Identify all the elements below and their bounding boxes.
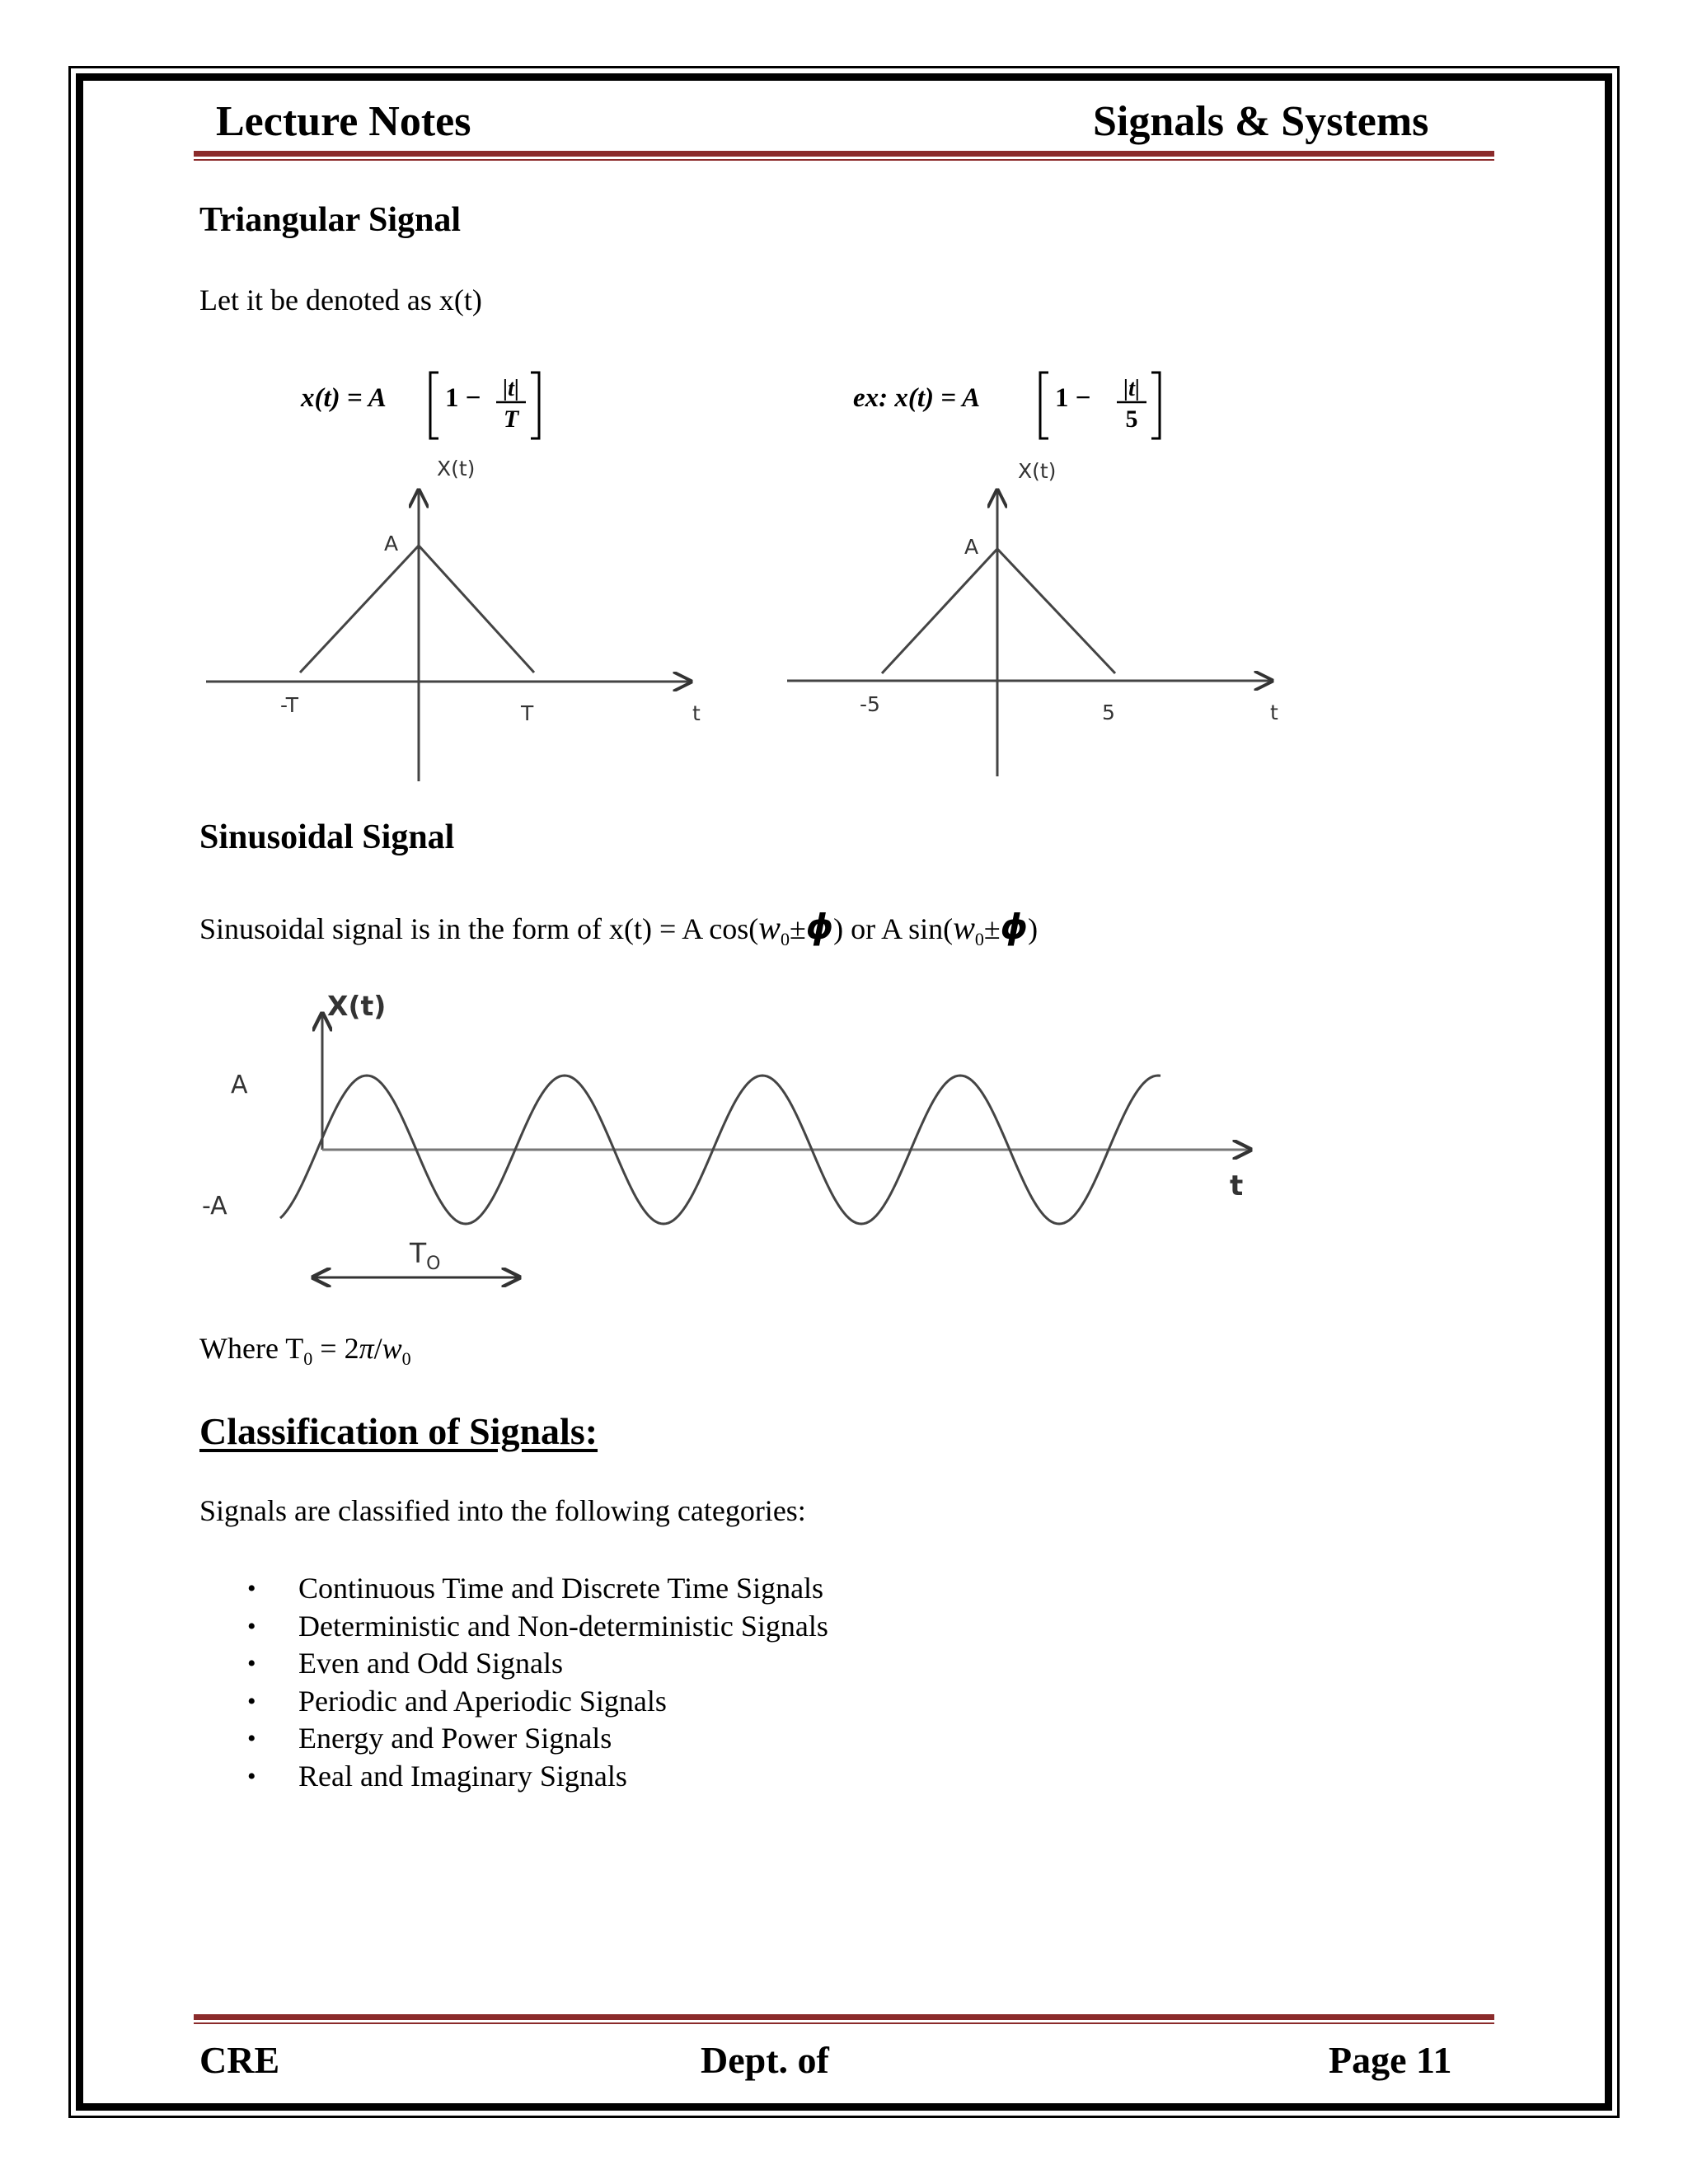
plus-minus: ± xyxy=(789,912,806,945)
footer-right: Page 11 xyxy=(1329,2039,1452,2081)
fig1-pos-tick: T xyxy=(521,701,534,725)
eq2-one: 1 − xyxy=(1055,383,1091,413)
fig1-t-label: t xyxy=(692,701,701,725)
omega-subscript-2: 0 xyxy=(974,929,984,950)
w0-symbol: w xyxy=(382,1332,402,1365)
list-item: • Even and Odd Signals xyxy=(298,1645,828,1683)
list-item: • Periodic and Aperiodic Signals xyxy=(298,1683,828,1721)
pi-symbol: π xyxy=(359,1332,374,1365)
header-rule xyxy=(194,151,1494,161)
omega-subscript: 0 xyxy=(780,929,790,950)
classification-list xyxy=(247,1570,828,1795)
sinusoidal-title: Sinusoidal Signal xyxy=(199,818,455,856)
fig2-peak-label: A xyxy=(964,535,979,559)
classification-title: Classification of Signals: xyxy=(199,1410,598,1452)
eq1-bracket-left xyxy=(430,373,438,438)
sinusoidal-formula xyxy=(199,907,1038,950)
classification-intro: Signals are classified into the following categories: xyxy=(199,1494,806,1527)
eq2-num: |t| xyxy=(1123,376,1141,401)
where-text-a: Where T xyxy=(199,1332,304,1365)
fig1-y-label: X(t) xyxy=(437,457,476,480)
sin-t-label: t xyxy=(1230,1169,1244,1202)
omega-symbol-2: w xyxy=(953,909,975,946)
eq1-bracket-right xyxy=(531,373,539,438)
fig1-neg-tick: -T xyxy=(280,693,298,717)
phi-symbol-2: ϕ xyxy=(1000,907,1029,947)
footer-rule xyxy=(194,2014,1494,2024)
header-right: Signals & Systems xyxy=(1093,98,1429,145)
triangular-title: Triangular Signal xyxy=(199,201,462,239)
sin-y-label: X(t) xyxy=(327,990,387,1022)
eq1-den: T xyxy=(503,405,519,433)
period-formula xyxy=(199,1331,411,1370)
plus-minus-2: ± xyxy=(983,912,1001,945)
sinusoidal-text-b: ) or A sin( xyxy=(833,912,954,945)
period-label: $T_O$ xyxy=(410,1237,441,1274)
fig1-triangle xyxy=(300,546,534,673)
sinusoidal-text-c: ) xyxy=(1028,912,1039,945)
footer-left: CRE xyxy=(199,2039,280,2081)
triangular-figure-2 xyxy=(779,354,1306,783)
sinusoidal-text-a: Sinusoidal signal is in the form of x(t) = A cos( xyxy=(199,912,759,945)
eq2-bracket-left xyxy=(1040,373,1048,438)
eq1-num: |t| xyxy=(502,376,520,401)
triangular-figure-1 xyxy=(198,354,725,783)
header-left: Lecture Notes xyxy=(216,98,471,145)
sin-amp-neg: -A xyxy=(202,1192,227,1221)
fig1-peak-label: A xyxy=(384,532,399,555)
t-subscript: 0 xyxy=(303,1348,313,1370)
eq1-lhs: x(t) = A xyxy=(301,383,387,413)
where-slash: / xyxy=(373,1332,382,1365)
w0-subscript: 0 xyxy=(401,1348,411,1370)
fig2-t-label: t xyxy=(1270,701,1278,724)
list-item: • Deterministic and Non-deterministic Signals xyxy=(298,1608,828,1646)
fig2-pos-tick: 5 xyxy=(1102,701,1115,724)
sinusoid-figure xyxy=(202,981,1265,1310)
fig2-neg-tick: -5 xyxy=(860,692,880,716)
fig2-y-label: X(t) xyxy=(1018,459,1057,483)
list-item: • Continuous Time and Discrete Time Signals xyxy=(298,1570,828,1608)
list-item: • Energy and Power Signals xyxy=(298,1720,828,1758)
phi-symbol: ϕ xyxy=(805,907,834,947)
eq2-lhs: ex: x(t) = A xyxy=(853,383,981,413)
where-text-b: = 2 xyxy=(312,1332,359,1365)
eq2-bracket-right xyxy=(1151,373,1160,438)
sin-amp-pos: A xyxy=(231,1071,248,1099)
footer-center: Dept. of xyxy=(701,2039,829,2081)
triangular-intro: Let it be denoted as x(t) xyxy=(199,284,482,316)
list-item: • Real and Imaginary Signals xyxy=(298,1758,828,1796)
omega-symbol: w xyxy=(758,909,781,946)
eq2-den: 5 xyxy=(1125,405,1138,433)
eq1-one: 1 − xyxy=(445,383,481,413)
